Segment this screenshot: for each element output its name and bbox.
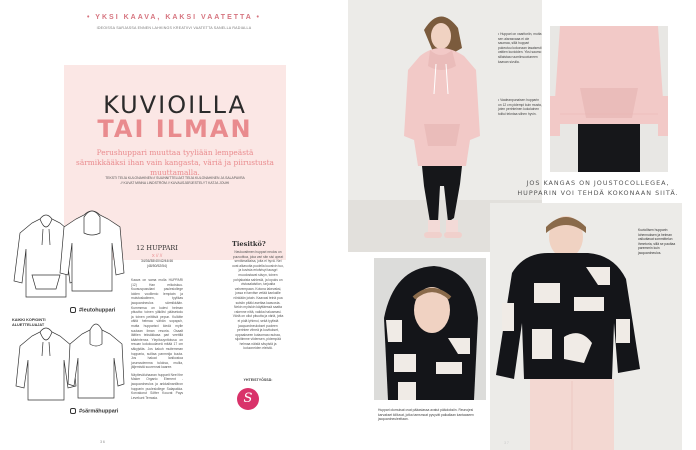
black-hood-illustration [374,258,486,400]
caption-3: Huppari olumuisat ovat pääasiassa avatut pääoloksiin. Reunojesi karvakset kiilluvat, jotka tamsmoat pysyvät paikallaan kantaaseen jacquardneuleeltaan. [378,408,474,422]
photo-pink-hoodie-detail [550,26,668,172]
right-page [348,0,696,450]
caption-2: • Vaaleanpunaisen hupparin on 12 cm pidempi kuin musta, joten perinteinen kokolainen toiitui tekntaa siihen hyvin. [498,98,542,116]
caption-1: • Huppari on vaaritoriin, mutta sen alarasvaaa ei ole saumaa, sillä huppari pukeutuu kokonaan tasaisesti vattien kuvioiden. Yksi saumo sillaistaa ruumiinsuotuneen kaavan sivulla. [498,32,542,64]
pattern-size-line: X // // [151,253,163,258]
photo-black-hood-closeup [374,258,486,400]
instagram-icon [70,307,76,313]
hoodie-sketch-front-back-long [6,205,126,305]
pink-hoodie-detail-illustration [550,26,668,172]
did-you-know-body: Neuluvaitmen huppari neulos on puuvoittoa, joka vari sitn sisi upeat sentämalliaisa, joita ei hyvä. Nei ovat alkavoita puolella kuvaivin tuo, ja kuvista erivärisyt tausgri muodostavat sävyn, toinen pohjakaista sahlesiä, ja lopuks on vistusalaistion, tarjoalta vahvempaan. Kotona lakevaksi, jossa ei tarvitse vetää kankaille niinkään jotain. Kaavasi teinä pua sutsiin pitäki asettaa kaavosta. Nekin myöskin käyttäessä saatta rakenne niitä, vaikka haluamasi. Väriä on ollut pituutta ja väriä, jotta ei pidä lyhimoi, sekä tyylistä jacquardneulokset puoleen perintee vihreä ja kuvitukset, oppaakseen kutaomaa rauhaa, sijoitimme viidensen, pidempää helmaa näistä sävyistä ja kutuoneiden eleistä. [232,250,284,351]
byline [74,176,276,186]
pattern-heading: 12 HUPPARI [136,244,178,252]
series-label: • YKSI KAAVA, KAKSI VAATETTA • [87,14,261,21]
partner-logo [237,388,259,410]
pattern-sizes: 34/36/38/40/42/44/46 (48/50/52/54) [140,259,174,268]
instagram-tag-1: #leutohuppari [70,307,115,313]
size-label: KAIKKI KOPIOINTI ALUETTELUAJAT [12,318,46,327]
did-you-know-heading: Tiesitkö? [232,240,266,248]
right-headline: JOS KANGAS ON JOUSTOCOLLEGEA, HUPPARIN VOI TEHDÄ KOKONAAN SIITÄ. [517,179,679,197]
caption-4: Kuviollisen hupparin lohennuksen ja helman vaikuttavat sommittelun ihmetoria, sillä se paultaa paremmin kuin jacquardneulos. [638,228,676,255]
pattern-body-text: Kaava on sama molla HUPPARI (12) Han erikoiskuu. Kuvauspussiiani paulesiollege loiden voollienio lempiatn ja muistuskaiimen, tyylikas jacquardneulos särmikkään. Kummmsa on kulevi helman pituutta: toinen yläkliivi pääsetodu ja toinen peittävä pepun. Kulkitte vältä helmaa vähän sopapuh, mutta hupparisvi kiedä mylle suutaan ilman resoria. Osaalt läittien teksäkkasa pari veettilä käärintenxa. Ylepituuyntiotusa on resuan kokokuulaveä mitää 17 cm säkyjstäs. Jos kakuh muitemman hupparia, suiltaa panmnija kuuta. Jos haluat lanikostoa jurunssdemma tuloksa, muliia, jäljemistä suurennat kaaree. Näytteväiuhaaran hupparit Neel the Maker Organic Element -jacquardneulos ja ankkalinanfäron hupparin puulesiollege Salapakka. Korvakorut Söfter Kouvat Pays Levekunt Terrasia. [131,278,183,400]
page-number-right: 37 [504,440,510,445]
byline-line-2: // KUVAT MINNA LINDSTRÖM // KUVAUSJÄRJESTELYT KATJA JOUHI [120,181,230,185]
lead-paragraph: Perushuppari muuttaa tyyliään lempeästä särmikkääksi ihan vain kangasta, väriä ja piirustusta muuttamalla. [76,148,274,177]
partner-label: YHTEISTYÖSSÄ: [243,378,273,382]
title-line-2: TAI ILMAN [97,115,253,143]
title-line-1: KUVIOILLA [103,91,247,119]
byline-line-1: TEKSTI TEIJA KULONAHINEN // SUUNNITTELIJAT TEIJA KULONAHINEN JA SALAPAVRA [105,176,245,180]
instagram-tag-2: #särmähuppari [70,408,118,414]
page-number-left: 36 [100,439,106,444]
hoodie-sketch-front-back-short [6,322,126,406]
credits-top: IDEOISSA SARJASSA ENNEN LAHKINGS KREATIIVI VAATETTA SANELLA RADIALLA [96,26,252,30]
instagram-icon [70,408,76,414]
partner-logo-letter: S [243,391,253,406]
